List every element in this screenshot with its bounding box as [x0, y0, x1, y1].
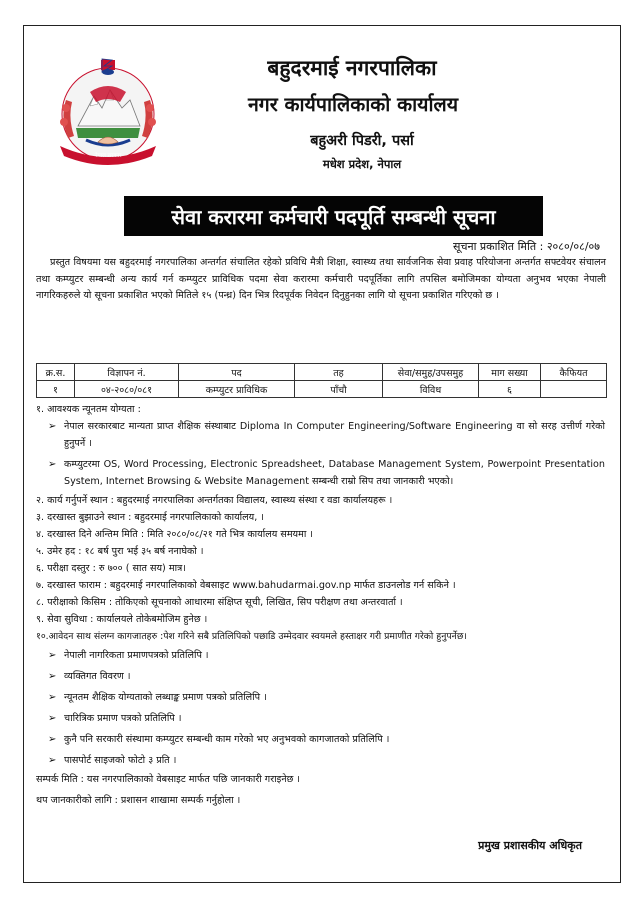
table-cell: ६ [479, 381, 541, 398]
contact-line: सम्पर्क मिति : यस नगरपालिकाको वेबसाइट मार्फत पछि जानकारी गराइनेछ । [36, 774, 301, 785]
item-exam-type: ८. परीक्षाको किसिम : तोकिएको सूचनाको आधारमा संक्षिप्त सूची, लिखित, सिप परीक्षण तथा अन्तरवार्ता । [36, 597, 403, 608]
table-cell: कम्प्युटर प्राविधिक [179, 381, 295, 398]
table-cell: पाँचौ [295, 381, 383, 398]
document-item: व्यक्तिगत विवरण । [64, 671, 131, 682]
arrow-bullet-icon: ➢ [48, 459, 57, 470]
table-cell [541, 381, 607, 398]
list-item [36, 666, 611, 687]
table-cell: ०४-२०८०/०८१ [75, 381, 179, 398]
table-header: कैफियत [541, 364, 607, 381]
item-attachments: १०.आवेदन साथ संलग्न कागजातहरु :पेश गरिने सबै प्रतिलिपिको पछाडि उम्मेदवार स्वयमले हस्ताक्षर गरी प्रमाणीत गरेको हुनुपर्नेछ। [36, 631, 467, 642]
qualification-title: १. आवश्यक न्यूनतम योग्यता : [36, 404, 141, 415]
document-item: पासपोर्ट साइजको फोटो ३ प्रति । [64, 755, 177, 766]
document-item: कुनै पनि सरकारी संस्थामा कम्प्युटर सम्बन्धी काम गरेको भए अनुभवको कागजातको प्रतिलिपि । [64, 734, 390, 745]
item-benefits: ९. सेवा सुविधा : कार्यालयले तोकेबमोजिम हुनेछ । [36, 614, 208, 625]
notice-title: सेवा करारमा कर्मचारी पदपूर्ति सम्बन्धी सूचना [124, 196, 543, 236]
table-header: तह [295, 364, 383, 381]
arrow-bullet-icon: ➢ [48, 421, 57, 432]
table-header: क्र.स. [37, 364, 75, 381]
item-exam-fee: ६. परीक्षा दस्तुर : रु ७०० ( सात सय) मात्र। [36, 563, 186, 574]
document-item: चारित्रिक प्रमाण पत्रको प्रतिलिपि । [64, 713, 182, 724]
item-application-form: ७. दरखास्त फाराम : बहुदरमाई नगरपालिकाको वेबसाइट www.bahudarmai.gov.np मार्फत डाउनलोड गर्न सकिने । [36, 580, 456, 591]
list-item [36, 687, 611, 708]
item-submit-location: ३. दरखास्त बुझाउने स्थान : बहुदरमाई नगरपालिकाको कार्यालय, । [36, 512, 264, 523]
list-item [36, 456, 611, 490]
vacancy-table [36, 363, 607, 398]
arrow-bullet-icon: ➢ [48, 650, 57, 661]
list-item [36, 645, 611, 666]
item-deadline: ४. दरखास्त दिने अन्तिम मिति : मिति २०८०/०८/२१ गते भित्र कार्यालय समयमा । [36, 529, 314, 540]
document-item: न्यूनतम शैक्षिक योग्यताको लब्धाङ्क प्रमाण पत्रको प्रतिलिपि । [64, 692, 267, 703]
province-name: मधेश प्रदेश, नेपाल [322, 157, 402, 171]
office-address: बहुअरी पिडरी, पर्सा [310, 133, 414, 149]
table-header: सेवा/समुह/उपसमुह [383, 364, 479, 381]
table-cell: १ [37, 381, 75, 398]
list-item [36, 418, 611, 452]
arrow-bullet-icon: ➢ [48, 734, 57, 745]
arrow-bullet-icon: ➢ [48, 692, 57, 703]
arrow-bullet-icon: ➢ [48, 713, 57, 724]
qualification-2: कम्प्युटरमा OS, Word Processing, Electronic Spreadsheet, Database Management System, Powerpoint Presentation System, Internet Browsing & Website Management सम्बन्धी राम्रो सिप तथा जानकारी भएको। [64, 459, 605, 487]
item-work-location: २. कार्य गर्नुपर्ने स्थान : बहुदरमाई नगरपालिका अन्तर्गतका विद्यालय, स्वास्थ्य संस्था र वडा कार्यालयहरू । [36, 495, 393, 506]
list-item [36, 729, 611, 750]
arrow-bullet-icon: ➢ [48, 755, 57, 766]
table-header-row [37, 364, 607, 381]
published-date: सूचना प्रकाशित मिति : २०८०/०८/०७ [453, 240, 600, 253]
more-info-line: थप जानकारीको लागि : प्रशासन शाखामा सम्पर्क गर्नुहोला । [36, 795, 241, 806]
qualification-1: नेपाल सरकारबाट मान्यता प्राप्त शैक्षिक संस्थाबाट Diploma In Computer Engineering/Software Engineering वा सो सरह उत्तीर्ण गरेको हुनुपर्ने । [64, 421, 605, 449]
org-name: बहुदरमाई नगरपालिका [267, 56, 437, 80]
intro-paragraph: प्रस्तुत विषयमा यस बहुदरमाई नगरपालिका अन्तर्गत संचालित रहेको प्रविधि मैत्री शिक्षा, स्वास्थ्य तथा सार्वजनिक सेवा प्रवाह परियोजना अन्तर्गत सफ्टवेयर संचालन तथा कम्प्युटर सम्बन्धी अन्य कार्य गर्न कम्प्युटर प्राविधिक पदमा सेवा करारमा कर्मचारी पदपूर्तिका लागि तपसिल बमोजिमका योग्यता अनुभव भएका नेपाली नागरिकहरुले यो सूचना प्रकाशित भएको मितिले १५ (पन्ध्र) दिन भित्र रिदपूर्वक निवेदन दिनुहुनका लागि यो सूचना प्रकाशित गरिएको छ । [36, 257, 606, 302]
list-item [36, 750, 611, 771]
document-item: नेपाली नागरिकता प्रमाणपत्रको प्रतिलिपि । [64, 650, 209, 661]
signature-title: प्रमुख प्रशासकीय अधिकृत [478, 839, 582, 852]
list-item [36, 708, 611, 729]
svg-text:नेपाल सरकार: नेपाल सरकार [94, 153, 122, 159]
table-header: विज्ञापन नं. [75, 364, 179, 381]
table-header: पद [179, 364, 295, 381]
notice-page [23, 25, 621, 883]
table-cell: विविध [383, 381, 479, 398]
item-age-limit: ५. उमेर हद : १८ बर्ष पुरा भई ३५ बर्ष ननाघेको । [36, 546, 204, 557]
arrow-bullet-icon: ➢ [48, 671, 57, 682]
office-name: नगर कार्यपालिकाको कार्यालय [247, 93, 459, 116]
notice-body [36, 401, 611, 809]
table-row [37, 381, 607, 398]
table-header: माग सख्या [479, 364, 541, 381]
